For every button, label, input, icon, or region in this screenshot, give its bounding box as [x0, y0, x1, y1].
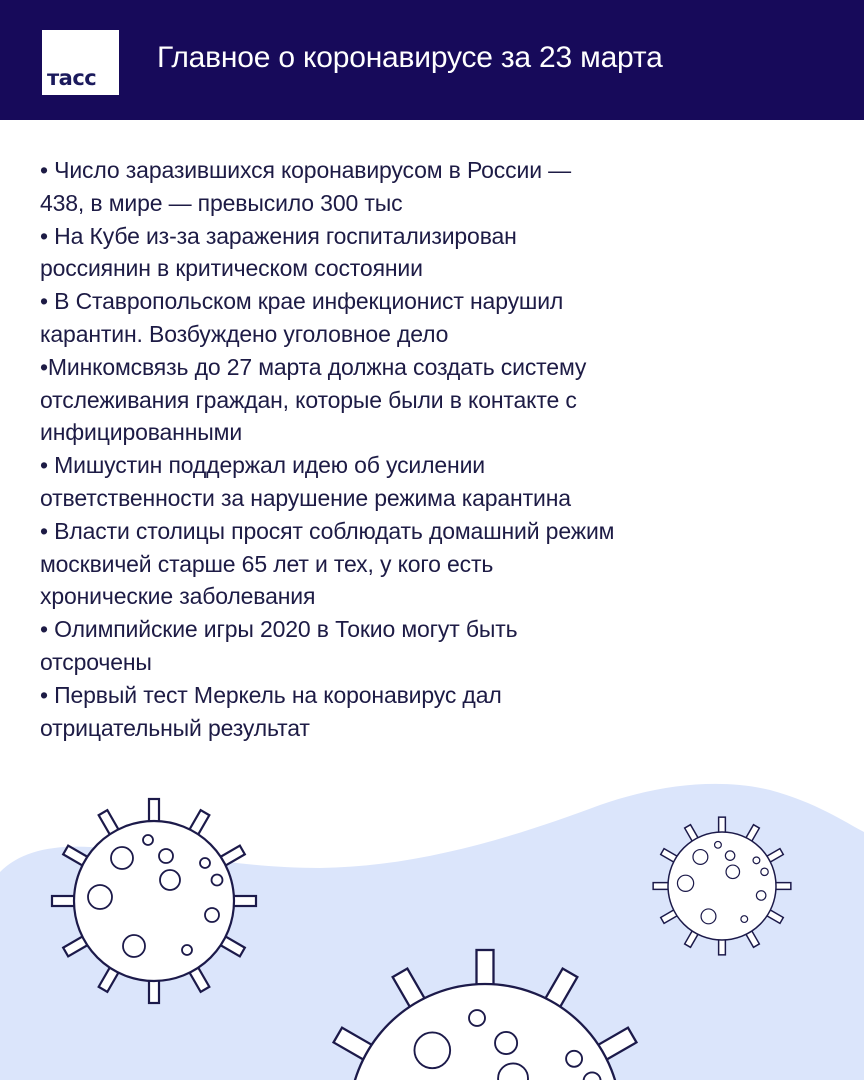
- header-banner: [0, 0, 864, 120]
- news-line: • Мишустин поддержал идею об усилении: [40, 452, 485, 479]
- news-line: отслеживания граждан, которые были в контакте с: [40, 386, 577, 413]
- page-title: Главное о коронавирусе за 23 марта: [157, 41, 663, 74]
- news-line: инфицированными: [40, 419, 243, 446]
- news-item-2: [40, 220, 720, 286]
- news-item-4: [40, 351, 720, 449]
- tass-logo: [42, 30, 119, 95]
- virus-illustration: [0, 760, 864, 1080]
- news-line: карантин. Возбуждено уголовное дело: [40, 320, 449, 347]
- news-item-7: [40, 613, 720, 679]
- news-line: •Минкомсвязь до 27 марта должна создать систему: [40, 353, 587, 380]
- news-list: [40, 154, 720, 744]
- news-line: • Олимпийские игры 2020 в Токио могут быть: [40, 616, 518, 643]
- news-line: россиянин в критическом состоянии: [40, 255, 423, 282]
- news-line: отсрочены: [40, 648, 152, 675]
- logo-text: тасс: [47, 66, 97, 90]
- news-line: хронические заболевания: [40, 583, 316, 610]
- news-line: • В Ставропольском крае инфекционист нарушил: [40, 288, 564, 315]
- news-line: • Первый тест Меркель на коронавирус дал: [40, 681, 502, 708]
- news-line: 438, в мире — превысило 300 тыс: [40, 189, 403, 216]
- news-line: • Власти столицы просят соблюдать домашний режим: [40, 517, 615, 544]
- news-line: • На Кубе из-за заражения госпитализирован: [40, 222, 517, 249]
- news-item-3: [40, 285, 720, 351]
- news-item-1: [40, 154, 720, 220]
- news-line: • Число заразившихся коронавирусом в России —: [40, 157, 571, 183]
- news-line: ответственности за нарушение режима карантина: [40, 484, 571, 511]
- news-line: отрицательный результат: [40, 714, 310, 741]
- news-item-5: [40, 449, 720, 515]
- news-item-8: [40, 679, 720, 745]
- news-item-6: [40, 515, 720, 613]
- news-line: москвичей старше 65 лет и тех, у кого есть: [40, 550, 494, 577]
